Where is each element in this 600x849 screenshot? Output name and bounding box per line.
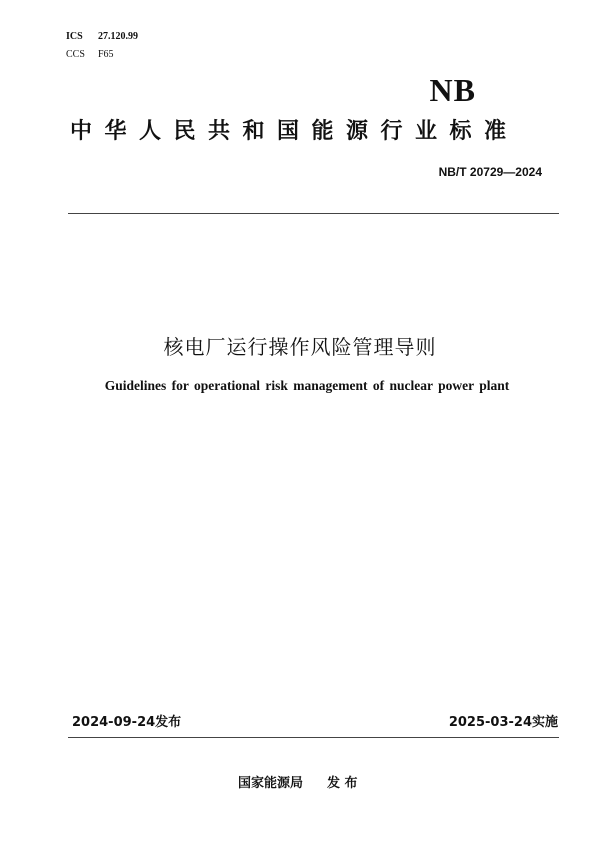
bottom-divider [68,737,559,738]
issuer-line [238,775,358,793]
title-english: Guidelines for operational risk management of nuclear power plant [104,378,510,393]
ics-value: 27.120.99 [98,31,138,42]
ccs-value: F65 [98,49,114,60]
issue-date: 2024-09-24发布 [72,715,182,730]
top-divider [68,213,559,214]
issuer-org: 国家能源局 [238,776,304,791]
standard-category: 中华人民共和国能源行业标准 [70,119,519,144]
ics-row [66,28,138,46]
ccs-label: CCS [66,49,85,60]
issuer-action: 发 布 [327,776,358,791]
title-chinese: 核电厂运行操作风险管理导则 [163,335,437,359]
effective-date: 2025-03-24实施 [448,715,558,730]
classification-codes [66,28,138,64]
ics-label: ICS [66,31,83,42]
ccs-row [66,46,138,64]
standard-number: NB/T 20729—2024 [438,165,542,179]
nb-logo: NB [429,72,476,108]
